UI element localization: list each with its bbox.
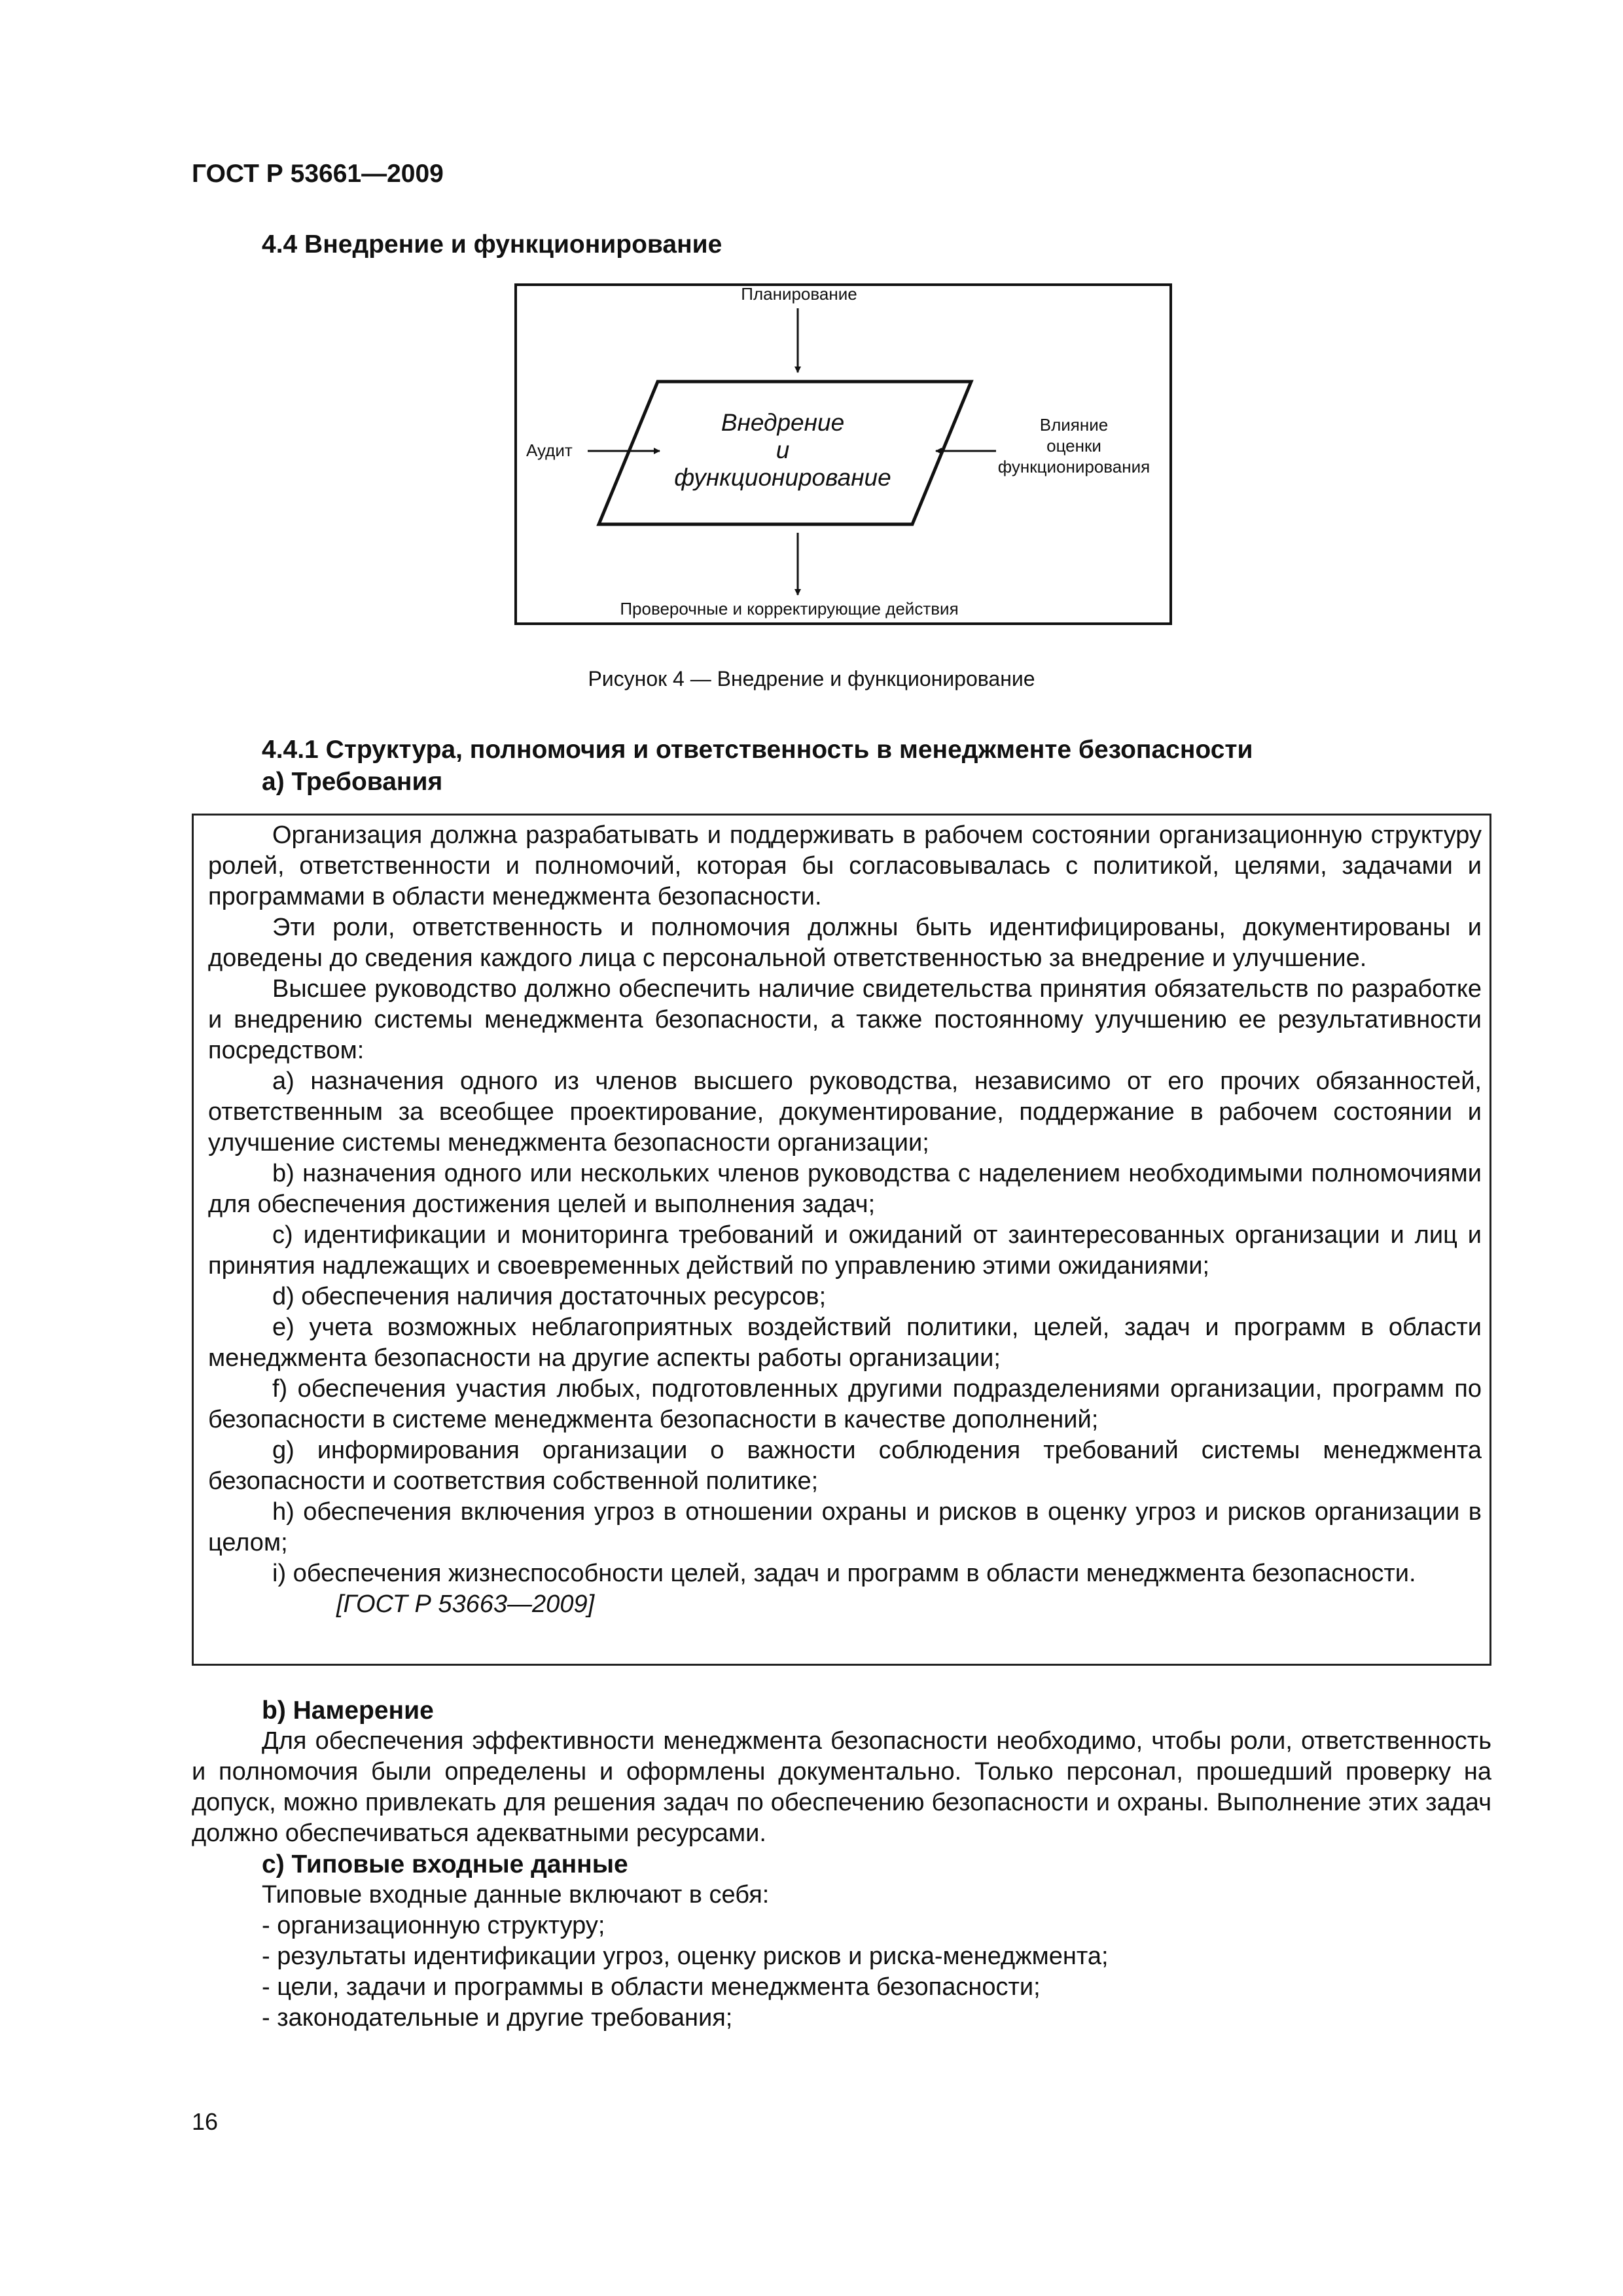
requirement-item: g) информирования организации о важности соблюдения требований системы менеджмента безопасности и соответствия собственной политике;	[208, 1437, 1482, 1495]
requirement-item: f) обеспечения участия любых, подготовленных другими подразделениями организации, программ по безопасности в системе менеджмента безопасности в качестве дополнений;	[208, 1375, 1482, 1433]
requirements-heading: а) Требования	[262, 768, 443, 796]
requirement-paragraph: Эти роли, ответственность и полномочия должны быть идентифицированы, документированы и доведены до сведения каждого лица с персональной ответственностью за внедрение и улучшение.	[208, 914, 1482, 972]
top-label: Планирование	[741, 284, 857, 304]
intent-heading: b) Намерение	[262, 1696, 434, 1725]
document-code: ГОСТ Р 53661—2009	[192, 160, 444, 188]
requirement-reference: [ГОСТ Р 53663—2009]	[336, 1590, 595, 1618]
subsection-heading	[262, 734, 1253, 798]
list-item: - законодательные и другие требования;	[262, 2004, 733, 2032]
requirement-item: b) назначения одного или нескольких членов руководства с наделением необходимыми полномочиями для обеспечения достижения целей и выполнения задач;	[208, 1160, 1482, 1218]
list-item: - цели, задачи и программы в области менеджмента безопасности;	[262, 1973, 1041, 2001]
right-label-line-1: Влияние	[1039, 415, 1109, 435]
bottom-label: Проверочные и корректирующие действия	[620, 599, 959, 619]
process-diagram	[514, 283, 1172, 625]
center-line-1: Внедрение	[721, 409, 845, 436]
requirement-item: е) учета возможных неблагоприятных воздействий политики, целей, задач и программ в области менеджмента безопасности на другие аспекты работы организации;	[208, 1314, 1482, 1372]
list-item: - организационную структуру;	[262, 1912, 605, 1939]
center-line-3: функционирование	[674, 464, 891, 491]
requirement-paragraph: Организация должна разрабатывать и поддерживать в рабочем состоянии организационную структуру ролей, ответственности и полномочий, которая бы согласовывалась с политикой, целями, задачами и программами в области менеджмента безопасности.	[208, 821, 1482, 910]
typical-inputs-intro: Типовые входные данные включают в себя:	[262, 1881, 770, 1909]
intent-paragraph: Для обеспечения эффективности менеджмента безопасности необходимо, чтобы роли, ответственность и полномочия были определены и оформлены документально. Только персонал, прошедший проверку на допуск, можно привлекать для решения задач по обеспечению безопасности и охраны. Выполнение этих задач должно обеспечиваться адекватными ресурсами.	[192, 1727, 1491, 1847]
center-line-2: и	[776, 437, 790, 463]
right-label-line-2: оценки	[1046, 436, 1101, 456]
requirement-item: i) обеспечения жизнеспособности целей, задач и программ в области менеджмента безопасности.	[272, 1560, 1416, 1587]
requirement-item: d) обеспечения наличия достаточных ресурсов;	[272, 1283, 827, 1310]
figure-caption: Рисунок 4 — Внедрение и функционирование	[588, 667, 1035, 691]
requirement-paragraph: Высшее руководство должно обеспечить наличие свидетельства принятия обязательств по разработке и внедрению системы менеджмента безопасности, а также постоянному улучшению ее результативности посредством:	[208, 975, 1482, 1064]
requirements-text	[208, 820, 1482, 1620]
section-title: 4.4 Внедрение и функционирование	[262, 230, 722, 259]
requirement-item: h) обеспечения включения угроз в отношении охраны и рисков в оценку угроз и рисков организации в целом;	[208, 1498, 1482, 1556]
typical-inputs-heading: с) Типовые входные данные	[262, 1850, 628, 1878]
list-item: - результаты идентификации угроз, оценку рисков и риска-менеджмента;	[262, 1943, 1109, 1970]
right-label-line-3: функционирования	[997, 457, 1150, 476]
body-text	[192, 1695, 1491, 2034]
left-label: Аудит	[526, 440, 573, 460]
requirement-item: с) идентификации и мониторинга требований и ожиданий от заинтересованных организации и лиц и принятия надлежащих и своевременных действий по управлению этими ожиданиями;	[208, 1221, 1482, 1280]
requirement-item: а) назначения одного из членов высшего руководства, независимо от его прочих обязанностей, ответственным за всеобщее проектирование, документирование, поддержание в рабочем состоянии и улучшение системы менеджмента безопасности организации;	[208, 1067, 1482, 1157]
page-number: 16	[192, 2108, 219, 2135]
subsection-title: 4.4.1 Структура, полномочия и ответственность в менеджменте безопасности	[262, 736, 1253, 764]
